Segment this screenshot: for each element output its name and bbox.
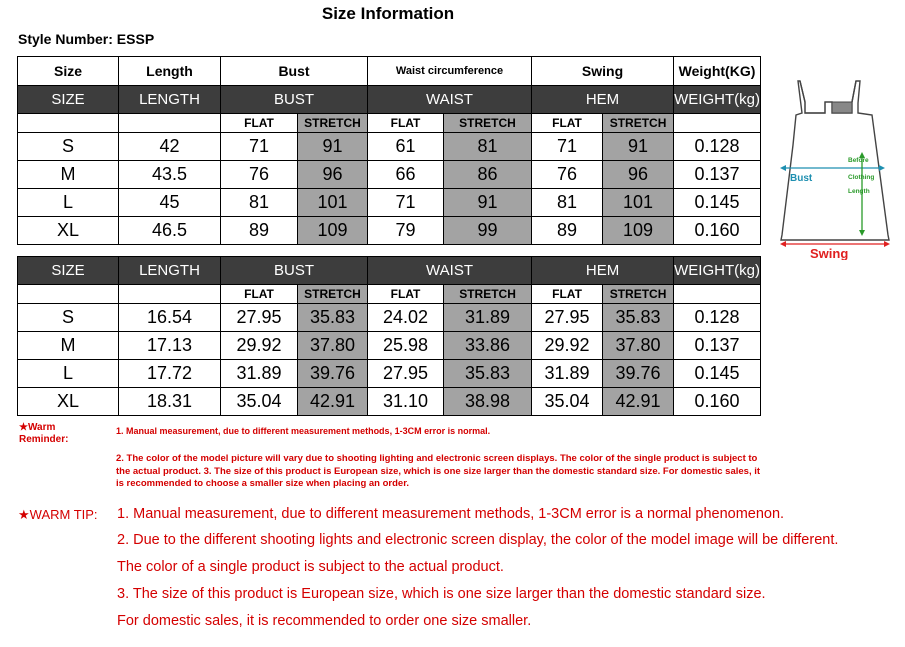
table-cell: 91 bbox=[298, 133, 368, 161]
table-cell: 0.128 bbox=[674, 304, 761, 332]
sub-flat: FLAT bbox=[532, 285, 603, 304]
sub-stretch: STRETCH bbox=[603, 285, 674, 304]
table-cell: 96 bbox=[298, 161, 368, 189]
header-row-en bbox=[18, 57, 761, 86]
header-waist: Waist circumference bbox=[368, 57, 532, 86]
sub-flat: FLAT bbox=[221, 114, 298, 133]
table-cell: 37.80 bbox=[298, 332, 368, 360]
warm-tip-line-5: For domestic sales, it is recommended to order one size smaller. bbox=[117, 613, 532, 629]
warm-tip-line-2: 2. Due to the different shooting lights and electronic screen display, the color of the model image will be different. bbox=[117, 532, 839, 548]
table-cell: 109 bbox=[603, 217, 674, 245]
size-table-cm bbox=[17, 56, 761, 245]
table-cell: XL bbox=[18, 217, 119, 245]
table-row bbox=[18, 360, 761, 388]
table-cell: 42.91 bbox=[298, 388, 368, 416]
header-bust: Bust bbox=[221, 57, 368, 86]
table-cell: 31.10 bbox=[368, 388, 444, 416]
sub-stretch: STRETCH bbox=[444, 285, 532, 304]
table-cell: S bbox=[18, 133, 119, 161]
warm-tip-label: ★WARM TIP: bbox=[18, 507, 98, 522]
table-row bbox=[18, 217, 761, 245]
table-cell: 42 bbox=[119, 133, 221, 161]
garment-diagram bbox=[772, 75, 897, 260]
swing-arrow-right bbox=[884, 241, 890, 247]
table-cell: 0.145 bbox=[674, 189, 761, 217]
table-cell: M bbox=[18, 332, 119, 360]
header-dark-waist: WAIST bbox=[368, 257, 532, 285]
sub-flat: FLAT bbox=[368, 114, 444, 133]
table-cell: 31.89 bbox=[532, 360, 603, 388]
table-cell: 0.160 bbox=[674, 217, 761, 245]
table-cell: 31.89 bbox=[444, 304, 532, 332]
reminder-line-1: 1. Manual measurement, due to different measurement methods, 1-3CM error is normal. bbox=[116, 426, 491, 436]
table-row bbox=[18, 304, 761, 332]
table-cell: 45 bbox=[119, 189, 221, 217]
header-row-dark bbox=[18, 257, 761, 285]
table-cell: 86 bbox=[444, 161, 532, 189]
table-cell: 96 bbox=[603, 161, 674, 189]
header-dark-hem: HEM bbox=[532, 86, 674, 114]
header-dark-size: SIZE bbox=[18, 257, 119, 285]
before-label: Before bbox=[848, 157, 869, 164]
table-cell: 71 bbox=[532, 133, 603, 161]
table-cell: 33.86 bbox=[444, 332, 532, 360]
sub-stretch: STRETCH bbox=[603, 114, 674, 133]
table-row bbox=[18, 332, 761, 360]
header-dark-length: LENGTH bbox=[119, 257, 221, 285]
table-row bbox=[18, 133, 761, 161]
table-cell: 99 bbox=[444, 217, 532, 245]
table-cell: 42.91 bbox=[603, 388, 674, 416]
warm-reminder-label: ★Warm Reminder: bbox=[19, 422, 69, 445]
sub-header-row bbox=[18, 114, 761, 133]
table-cell: 16.54 bbox=[119, 304, 221, 332]
style-number: Style Number: ESSP bbox=[18, 31, 155, 47]
header-dark-weight: WEIGHT(kg) bbox=[674, 257, 761, 285]
header-dark-bust: BUST bbox=[221, 86, 368, 114]
table-cell: 101 bbox=[603, 189, 674, 217]
table-cell: 66 bbox=[368, 161, 444, 189]
table-cell: 81 bbox=[444, 133, 532, 161]
header-dark-size: SIZE bbox=[18, 86, 119, 114]
swing-label: Swing bbox=[810, 246, 849, 260]
header-dark-hem: HEM bbox=[532, 257, 674, 285]
strap-left bbox=[805, 102, 825, 113]
table-cell: XL bbox=[18, 388, 119, 416]
sub-flat: FLAT bbox=[368, 285, 444, 304]
table-cell: 109 bbox=[298, 217, 368, 245]
sub-flat: FLAT bbox=[532, 114, 603, 133]
table-cell: 39.76 bbox=[298, 360, 368, 388]
table-cell: 0.137 bbox=[674, 332, 761, 360]
table-cell: 0.145 bbox=[674, 360, 761, 388]
table-cell: 91 bbox=[444, 189, 532, 217]
table-cell: 89 bbox=[221, 217, 298, 245]
sub-stretch: STRETCH bbox=[298, 114, 368, 133]
table-cell: 35.04 bbox=[532, 388, 603, 416]
table-cell: 0.137 bbox=[674, 161, 761, 189]
bust-arrow-right bbox=[879, 165, 885, 171]
header-size: Size bbox=[18, 57, 119, 86]
table-cell: 81 bbox=[532, 189, 603, 217]
reminder-line-2: 2. The color of the model picture will vary due to shooting lighting and electronic screen displays. The color of the single product is subject to the actual product. 3. The size of this product is European size, which is one size larger than the domestic standard size. For domestic sales, it is recommended to choose a smaller size when placing an order. bbox=[116, 453, 761, 489]
table-cell: 81 bbox=[221, 189, 298, 217]
table-row bbox=[18, 388, 761, 416]
sub-flat: FLAT bbox=[221, 285, 298, 304]
warm-tip-line-4: 3. The size of this product is European size, which is one size larger than the domestic standard size. bbox=[117, 586, 766, 602]
bust-label: Bust bbox=[790, 173, 813, 184]
header-dark-waist: WAIST bbox=[368, 86, 532, 114]
length-label: Length bbox=[848, 188, 870, 195]
table-cell: 76 bbox=[221, 161, 298, 189]
table-cell: 38.98 bbox=[444, 388, 532, 416]
table-cell: 27.95 bbox=[532, 304, 603, 332]
table-cell: 29.92 bbox=[532, 332, 603, 360]
table-cell: 61 bbox=[368, 133, 444, 161]
table-cell: S bbox=[18, 304, 119, 332]
table-cell: 31.89 bbox=[221, 360, 298, 388]
table-cell: 71 bbox=[368, 189, 444, 217]
header-dark-weight: WEIGHT(kg) bbox=[674, 86, 761, 114]
header-swing: Swing bbox=[532, 57, 674, 86]
clothing-label: Clothing bbox=[848, 174, 875, 181]
table-cell: 35.83 bbox=[603, 304, 674, 332]
table-cell: L bbox=[18, 189, 119, 217]
table-cell: 79 bbox=[368, 217, 444, 245]
neck-panel bbox=[832, 102, 852, 113]
header-dark-bust: BUST bbox=[221, 257, 368, 285]
table-row bbox=[18, 161, 761, 189]
table-cell: 0.128 bbox=[674, 133, 761, 161]
table-cell: 91 bbox=[603, 133, 674, 161]
table-cell: 89 bbox=[532, 217, 603, 245]
bust-arrow-left bbox=[780, 165, 786, 171]
warm-tip-line-3: The color of a single product is subject to the actual product. bbox=[117, 559, 504, 575]
table-cell: 46.5 bbox=[119, 217, 221, 245]
swing-arrow-left bbox=[780, 241, 786, 247]
table-cell: 101 bbox=[298, 189, 368, 217]
table-cell: 37.80 bbox=[603, 332, 674, 360]
table-cell: 39.76 bbox=[603, 360, 674, 388]
table-cell: 43.5 bbox=[119, 161, 221, 189]
table-cell: L bbox=[18, 360, 119, 388]
table-cell: 35.04 bbox=[221, 388, 298, 416]
header-dark-length: LENGTH bbox=[119, 86, 221, 114]
table-cell: 71 bbox=[221, 133, 298, 161]
header-weight: Weight(KG) bbox=[674, 57, 761, 86]
sub-stretch: STRETCH bbox=[444, 114, 532, 133]
table-cell: 0.160 bbox=[674, 388, 761, 416]
table-cell: 76 bbox=[532, 161, 603, 189]
table-cell: 27.95 bbox=[368, 360, 444, 388]
table-cell: 17.72 bbox=[119, 360, 221, 388]
table-cell: 29.92 bbox=[221, 332, 298, 360]
header-row-dark bbox=[18, 86, 761, 114]
sub-header-row bbox=[18, 285, 761, 304]
sub-stretch: STRETCH bbox=[298, 285, 368, 304]
table-cell: 27.95 bbox=[221, 304, 298, 332]
table-cell: 25.98 bbox=[368, 332, 444, 360]
table-cell: 35.83 bbox=[298, 304, 368, 332]
table-cell: 24.02 bbox=[368, 304, 444, 332]
table-cell: 18.31 bbox=[119, 388, 221, 416]
table-cell: M bbox=[18, 161, 119, 189]
table-cell: 17.13 bbox=[119, 332, 221, 360]
page-title: Size Information bbox=[321, 4, 455, 23]
table-row bbox=[18, 189, 761, 217]
size-table-inch bbox=[17, 256, 761, 416]
table-cell: 35.83 bbox=[444, 360, 532, 388]
warm-tip-line-1: 1. Manual measurement, due to different measurement methods, 1-3CM error is a normal phenomenon. bbox=[117, 506, 785, 522]
header-length: Length bbox=[119, 57, 221, 86]
